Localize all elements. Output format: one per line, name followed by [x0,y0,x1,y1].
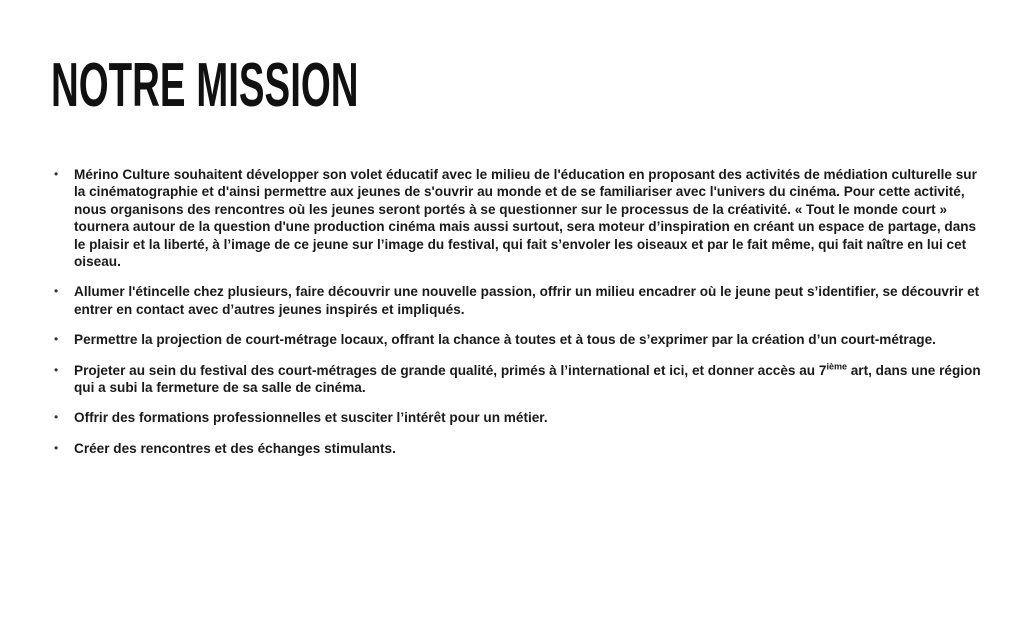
bullet-text-festival-pre: Projeter au sein du festival des court-métrages de grande qualité, primés à l’international et ici, et donner accès au 7 [74,362,827,378]
ordinal-superscript: ième [826,361,847,372]
bullet-text-formations: Offrir des formations professionnelles et susciter l’intérêt pour un métier. [74,410,548,426]
bullet-text-festival [74,362,990,397]
bullet-text-rencontres: Créer des rencontres et des échanges stimulants. [74,440,396,456]
bullet-list [52,166,990,457]
bullet-marker: • [54,362,59,377]
bullet-marker: • [54,332,59,347]
bullet-marker: • [54,440,59,455]
slide-title: NOTRE MISSION [51,51,359,120]
list-item [52,283,990,318]
bullet-text-etincelle: Allumer l'étincelle chez plusieurs, faire découvrir une nouvelle passion, offrir un milieu encadrer où le jeune peut s’identifier, se découvrir et entrer en contact avec d’autres jeunes inspirés et impliqués. [74,284,980,317]
bullet-text-projection: Permettre la projection de court-métrage locaux, offrant la chance à toutes et à tous de s’exprimer par la création d’un court-métrage. [74,332,936,348]
bullet-marker: • [54,410,59,425]
bullet-text-festival-post: art, dans une région qui a subi la fermeture de sa salle de cinéma. [74,362,981,396]
list-item [52,362,990,397]
bullet-text-mission: Mérino Culture souhaitent développer son volet éducatif avec le milieu de l'éducation en proposant des activités de médiation culturelle sur la cinématographie et d'ainsi permettre aux jeunes de s'ouvrir au monde et de se familiariser avec l'univers du cinéma. Pour cette activité, nous organisons des rencontres où les jeunes seront portés à se questionner sur le processus de la créativité. « Tout le monde court » tournera autour de la question d'une production cinéma mais aussi surtout, sera moteur d’inspiration en créant un espace de partage, dans le plaisir et la liberté, à l’image de ce jeune sur l’image du festival, qui fait s’envoler les oiseaux et par le fait même, qui fait naître en lui cet oiseau. [74,167,977,270]
list-item [52,440,990,457]
bullet-marker: • [54,167,59,181]
bullet-marker: • [54,284,59,299]
list-item [52,166,990,270]
list-item [52,409,990,426]
list-item [52,331,990,348]
